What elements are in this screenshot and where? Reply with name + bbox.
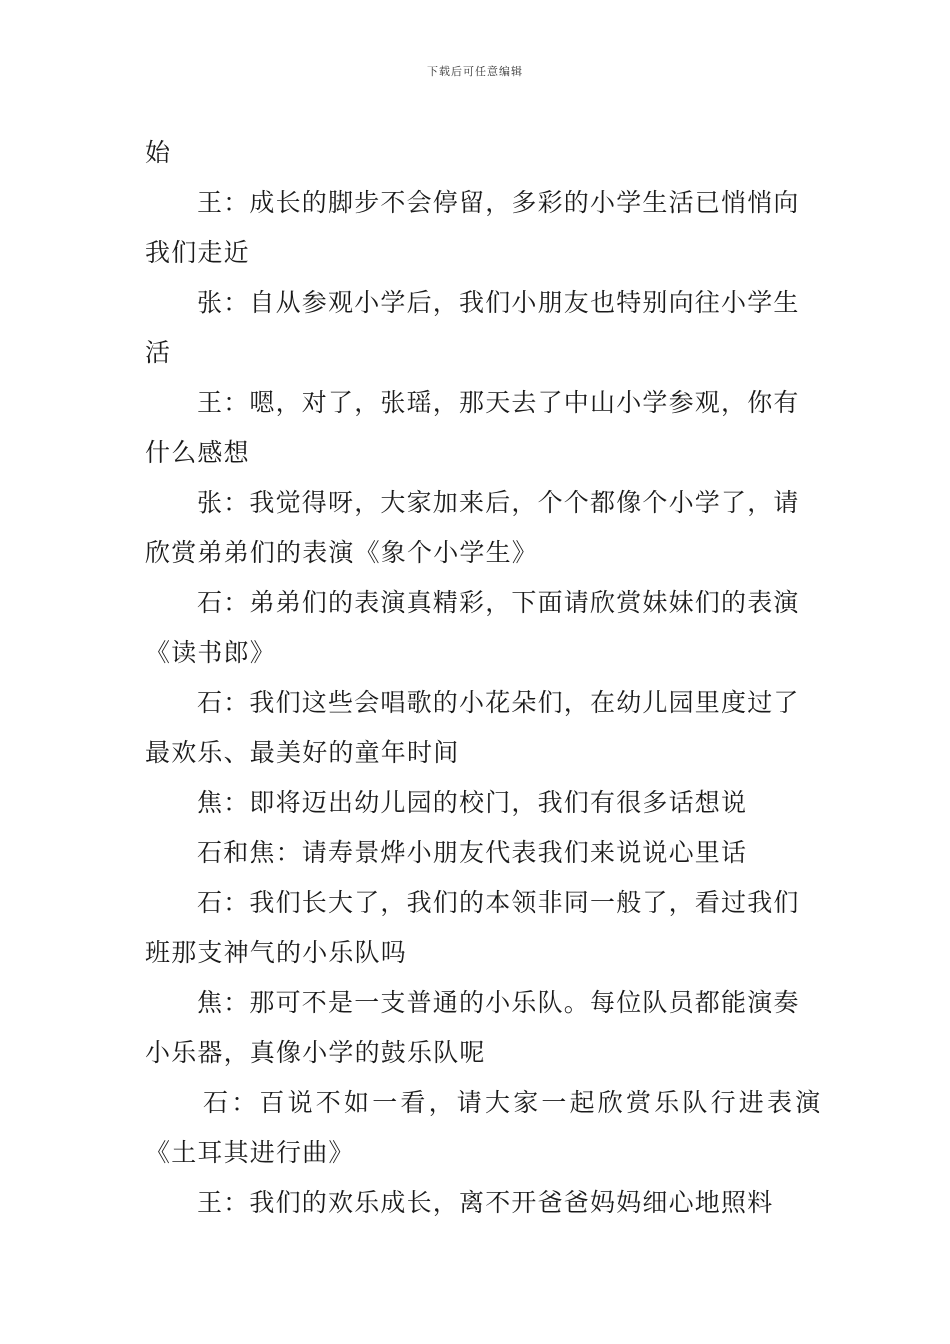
- text-line: 石：我们这些会唱歌的小花朵们，在幼儿园里度过了: [197, 688, 800, 717]
- text-line: 最欢乐、最美好的童年时间: [145, 738, 460, 767]
- page-header: 下载后可任意编辑: [427, 65, 523, 78]
- text-line: 石：弟弟们的表演真精彩，下面请欣赏妹妹们的表演: [197, 588, 800, 617]
- text-line: 王：嗯，对了，张瑶，那天去了中山小学参观，你有: [197, 388, 800, 417]
- text-line: 焦：那可不是一支普通的小乐队。每位队员都能演奏: [197, 988, 800, 1017]
- text-line: 石：我们长大了，我们的本领非同一般了，看过我们: [197, 888, 800, 917]
- text-line: 活: [145, 338, 172, 367]
- text-line: 石和焦：请寿景烨小朋友代表我们来说说心里话: [197, 838, 748, 867]
- text-line: 我们走近: [145, 238, 250, 267]
- text-line: 张：我觉得呀，大家加来后，个个都像个小学了，请: [197, 488, 800, 517]
- text-line: 王：成长的脚步不会停留，多彩的小学生活已悄悄向: [197, 188, 800, 217]
- text-line: 石：百说不如一看，请大家一起欣赏乐队行进表演: [203, 1088, 824, 1117]
- text-line: 焦：即将迈出幼儿园的校门，我们有很多话想说: [197, 788, 748, 817]
- text-line: 欣赏弟弟们的表演《象个小学生》: [145, 538, 539, 567]
- text-line: 班那支神气的小乐队吗: [145, 938, 408, 967]
- text-line: 小乐器，真像小学的鼓乐队呢: [145, 1038, 486, 1067]
- text-line: 王：我们的欢乐成长，离不开爸爸妈妈细心地照料: [197, 1188, 774, 1217]
- text-line: 始: [145, 138, 172, 167]
- text-line: 张：自从参观小学后，我们小朋友也特别向往小学生: [197, 288, 800, 317]
- text-line: 什么感想: [145, 438, 250, 467]
- text-line: 《土耳其进行曲》: [145, 1138, 355, 1167]
- text-line: 《读书郎》: [145, 638, 277, 667]
- body-text: [145, 128, 824, 1228]
